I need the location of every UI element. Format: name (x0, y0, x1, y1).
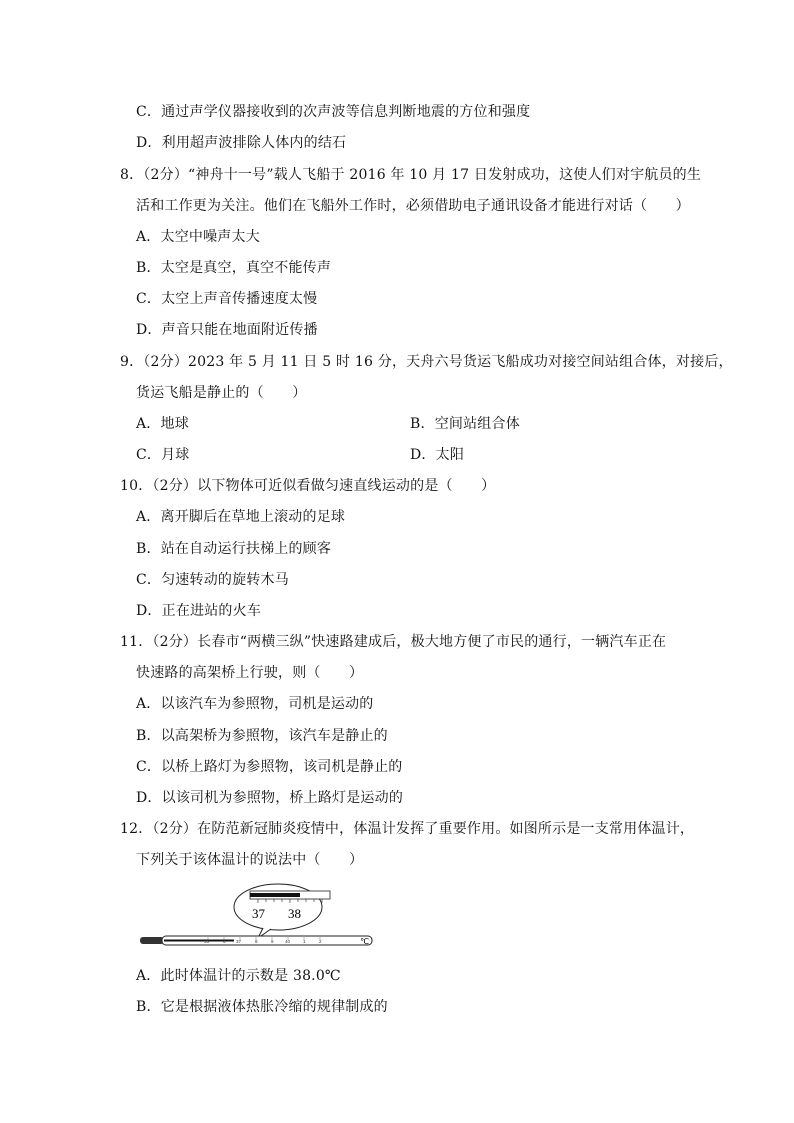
q10-option-a: A．离开脚后在草地上滚动的足球 (136, 509, 346, 525)
q10-option-b: B．站在自动运行扶梯上的顾客 (136, 541, 332, 557)
q12-stem-line2: 下列关于该体温计的说法中（ ） (136, 852, 364, 868)
q9-option-a: A．地球 (136, 416, 189, 432)
q11-option-a: A．以该汽车为参照物，司机是运动的 (136, 696, 374, 712)
q8-option-b: B．太空是真空，真空不能传声 (136, 260, 332, 276)
q12-option-b: B．它是根据液体热胀冷缩的规律制成的 (136, 999, 388, 1015)
zoom-label-37: 37 (252, 906, 265, 921)
zoom-mercury-column (250, 893, 300, 897)
scale-label: 8 (255, 939, 258, 944)
q11-stem-line2: 快速路的高架桥上行驶，则（ ） (136, 665, 364, 681)
q7-option-d: D．利用超声波排除人体内的结石 (136, 135, 347, 151)
q11-option-d: D．以该司机为参照物，桥上路灯是运动的 (136, 790, 404, 806)
q11-option-b: B．以高架桥为参照物，该汽车是静止的 (136, 728, 388, 744)
q12-option-a: A．此时体温计的示数是 38.0℃ (136, 968, 341, 984)
q9-option-d: D．太阳 (410, 447, 465, 463)
q10-option-c: C．匀速转动的旋转木马 (136, 572, 289, 588)
q8-option-a: A．太空中噪声太大 (136, 229, 260, 245)
q10-stem: 10．（2分）以下物体可近似看做匀速直线运动的是（ ） (120, 478, 496, 494)
scale-label: 6 (223, 939, 226, 944)
thermometer-unit: ℃ (360, 937, 369, 946)
q9-option-b: B．空间站组合体 (410, 416, 520, 432)
thermometer-figure (138, 882, 378, 954)
scale-label: 9 (271, 939, 274, 944)
q10-option-d: D．正在进站的火车 (136, 603, 262, 619)
q12-stem-line1: 12．（2分）在防范新冠肺炎疫情中，体温计发挥了重要作用。如图所示是一支常用体温计， (120, 821, 695, 837)
q9-option-c: C．月球 (136, 447, 190, 463)
q9-stem-line1: 9．（2分）2023 年 5 月 11 日 5 时 16 分，天舟六号货运飞船成功对接空间站组合体，对接后， (120, 354, 733, 370)
scale-label: 2 (319, 939, 322, 944)
q11-option-c: C．以桥上路灯为参照物，该司机是静止的 (136, 759, 403, 775)
q8-option-d: D．声音只能在地面附近传播 (136, 322, 318, 338)
q11-stem-line1: 11．（2分）长春市“两横三纵”快速路建成后，极大地方便了市民的通行，一辆汽车正在 (120, 634, 667, 650)
scale-label: 35 (204, 939, 210, 944)
scale-label: 1 (303, 939, 306, 944)
q8-stem-line2: 活和工作更为关注。他们在飞船外工作时，必须借助电子通讯设备才能进行对话（ ） (136, 198, 690, 214)
thermometer-bulb (140, 937, 164, 944)
q8-option-c: C．太空上声音传播速度太慢 (136, 291, 318, 307)
zoom-label-38: 38 (288, 906, 301, 921)
scale-label: 40 (285, 939, 291, 944)
q7-option-c: C．通过声学仪器接收到的次声波等信息判断地震的方位和强度 (136, 104, 531, 120)
q8-stem-line1: 8．（2分）“神舟十一号”载人飞船于 2016 年 10 月 17 日发射成功，这使人们对宇航员的生 (120, 167, 702, 183)
scale-label: 37 (236, 939, 242, 944)
q9-stem-line2: 货运飞船是静止的（ ） (136, 385, 307, 401)
